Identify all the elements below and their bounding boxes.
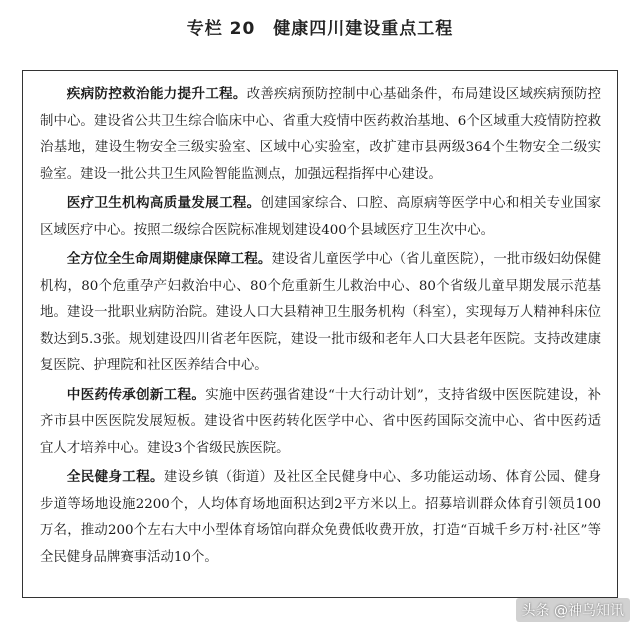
section-heading: 疾病防控救治能力提升工程。 <box>66 86 247 102</box>
section-medical-institutions <box>40 190 601 244</box>
section-heading: 全民健身工程。 <box>66 469 164 485</box>
column-label: 专栏 20 <box>186 19 256 39</box>
section-life-cycle-health <box>40 246 601 380</box>
content-box <box>22 70 618 598</box>
page-title <box>0 14 640 39</box>
section-heading: 全方位全生命周期健康保障工程。 <box>66 251 272 267</box>
section-body: 建设省儿童医学中心（省儿童医院），一批市级妇幼保健机构，80个危重孕产妇救治中心、80个危重新生儿救治中心、80个省级儿童早期发展示范基地。建设一批职业病防治院。建设人口大县精神卫生服务机构（科室），实现每万人精神科床位数达到5.3张。规划建设四川省老年医院，建设一批市级和老年人口大县老年医院。支持改建康复医院、护理院和社区医养结合中心。 <box>40 252 601 373</box>
section-body: 改善疾病预防控制中心基础条件，布局建设区域疾病预防控制中心。建设省公共卫生综合临床中心、省重大疫情中医药救治基地、6个区域重大疫情防控救治基地，建设生物安全三级实验室、区域中心实验室，改扩建市县两级364个生物安全二级实验室。建设一批公共卫生风险智能监测点，加强远程指挥中心建设。 <box>40 87 602 182</box>
section-national-fitness <box>40 464 601 571</box>
section-body: 实施中医药强省建设“十大行动计划”，支持省级中医医院建设，补齐市县中医医院发展短板。建设省中医药转化医学中心、省中医药国际交流中心、省中医药适宜人才培养中心。建设3个省级民族医院。 <box>40 387 601 456</box>
column-title: 健康四川建设重点工程 <box>273 19 454 39</box>
section-heading: 中医药传承创新工程。 <box>66 386 206 403</box>
section-body: 创建国家综合、口腔、高原病等医学中心和相关专业国家区域医疗中心。按照二级综合医院标准规划建设400个县域医疗卫生次中心。 <box>40 196 602 238</box>
watermark: 头条 @神鸟知讯 <box>516 598 630 622</box>
section-body: 建设乡镇（街道）及社区全民健身中心、多功能运动场、体育公园、健身步道等场地设施2200个，人均体育场地面积达到2平方米以上。招募培训群众体育引领员100万名，推动200个左右大中小型体育场馆向群众免费低收费开放，打造“百城千乡万村·社区”等全民健身品牌赛事活动10个。 <box>40 470 602 565</box>
section-disease-control <box>40 81 601 188</box>
section-heading: 医疗卫生机构高质量发展工程。 <box>66 195 261 211</box>
section-tcm-innovation <box>40 382 601 463</box>
